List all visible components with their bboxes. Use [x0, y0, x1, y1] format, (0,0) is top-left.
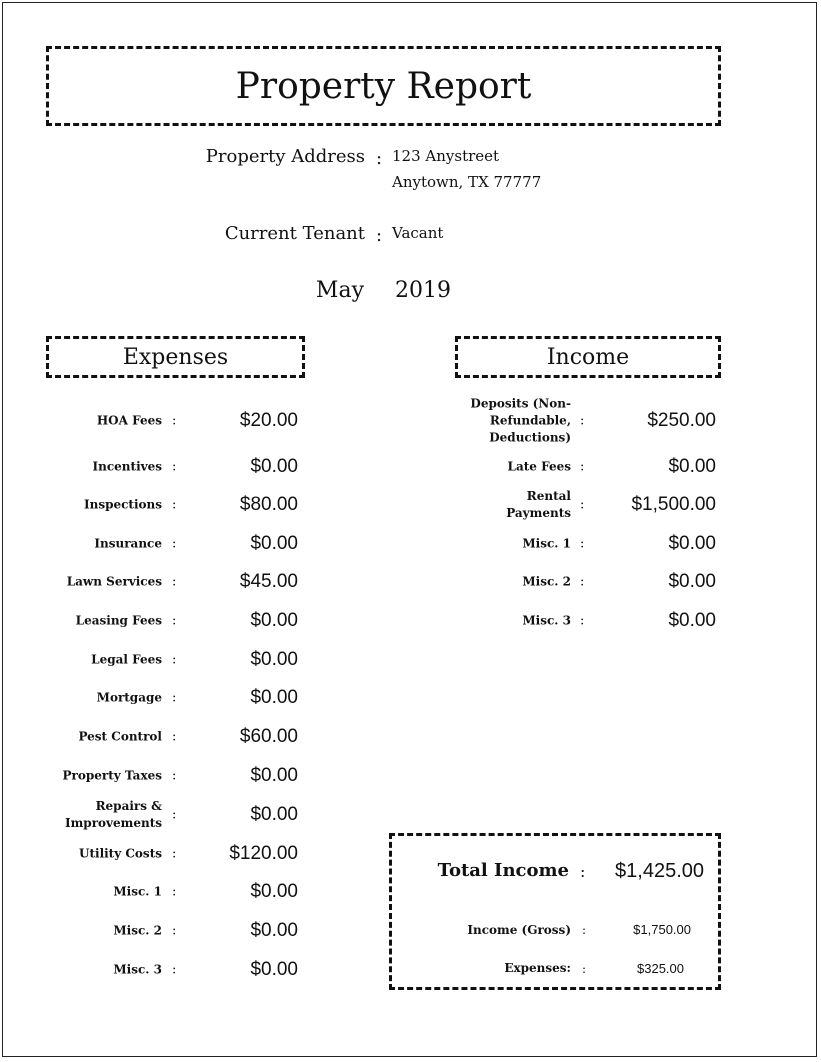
expenses-row-sep: : [172, 497, 177, 513]
expenses-row-sep: : [172, 884, 177, 900]
income-row-value: $1,500.00 [631, 494, 716, 515]
expenses-row-label: Incentives [92, 459, 162, 474]
income-row-sep: : [580, 574, 585, 590]
expenses-row-value: $0.00 [250, 456, 298, 477]
expenses-row-value: $0.00 [250, 959, 298, 980]
gross-income-sep: : [582, 923, 587, 937]
income-row-sep: : [580, 497, 585, 513]
expenses-row-value: $80.00 [239, 494, 298, 515]
report-year: 2019 [395, 278, 451, 303]
report-title [46, 46, 721, 126]
expenses-row-sep: : [172, 413, 177, 429]
expenses-row-label: Misc. 2 [113, 923, 162, 938]
expenses-row-label: Utility Costs [79, 846, 162, 861]
expenses-row-label: HOA Fees [96, 413, 162, 428]
expenses-row-sep: : [172, 613, 177, 629]
expenses-row-sep: : [172, 923, 177, 939]
income-row-sep: : [580, 536, 585, 552]
address-label: Property Address [205, 146, 365, 167]
gross-income-label: Income (Gross) [467, 923, 571, 937]
gross-income-value: $1,750.00 [633, 922, 691, 937]
income-row-label: Deposits (Non-Refundable, Deductions) [470, 396, 571, 445]
address-sep: : [376, 148, 383, 169]
tenant-sep: : [376, 225, 383, 246]
income-row-sep: : [580, 613, 585, 629]
expenses-row-value: $0.00 [250, 649, 298, 670]
expenses-row-sep: : [172, 652, 177, 668]
income-heading-text: Income [546, 344, 630, 370]
expenses-row-sep: : [172, 729, 177, 745]
expenses-row-label: Pest Control [78, 729, 162, 744]
expenses-row-sep: : [172, 459, 177, 475]
expenses-row-value: $0.00 [250, 687, 298, 708]
expenses-row-label: Inspections [83, 497, 162, 512]
expenses-row-label: Lawn Services [66, 574, 162, 589]
total-expenses-label: Expenses: [504, 961, 571, 975]
income-row-label: Misc. 2 [522, 574, 571, 589]
income-row-sep: : [580, 413, 585, 429]
total-income-label: Total Income [437, 860, 569, 881]
report-month: May [315, 278, 364, 303]
tenant-value: Vacant [392, 224, 444, 242]
income-row-value: $0.00 [668, 456, 716, 477]
total-expenses-value: $325.00 [637, 961, 684, 976]
total-income-value: $1,425.00 [615, 860, 704, 882]
expenses-row-value: $45.00 [239, 571, 298, 592]
report-title-text: Property Report [235, 65, 532, 107]
income-heading [455, 336, 721, 378]
expenses-heading-text: Expenses [122, 344, 229, 370]
expenses-heading [46, 336, 305, 378]
expenses-row-sep: : [172, 536, 177, 552]
expenses-row-value: $20.00 [239, 410, 298, 431]
expenses-row-sep: : [172, 807, 177, 823]
expenses-row-value: $0.00 [250, 533, 298, 554]
income-row-label: Misc. 1 [522, 536, 571, 551]
expenses-row-label: Property Taxes [62, 768, 162, 783]
expenses-row-label: Leasing Fees [75, 613, 162, 628]
income-row-value: $250.00 [647, 410, 716, 431]
income-row-label: Late Fees [507, 459, 571, 474]
expenses-row-value: $120.00 [229, 843, 298, 864]
expenses-row-value: $0.00 [250, 881, 298, 902]
total-expenses-sep: : [582, 962, 587, 976]
expenses-row-value: $60.00 [239, 726, 298, 747]
expenses-row-sep: : [172, 768, 177, 784]
income-row-value: $0.00 [668, 610, 716, 631]
expenses-row-sep: : [172, 846, 177, 862]
expenses-row-value: $0.00 [250, 920, 298, 941]
address-line1: 123 Anystreet [392, 147, 500, 165]
expenses-row-sep: : [172, 962, 177, 978]
expenses-row-label: Mortgage [96, 690, 162, 705]
expenses-row-label: Insurance [94, 536, 162, 551]
income-row-value: $0.00 [668, 571, 716, 592]
tenant-label: Current Tenant [224, 223, 365, 244]
expenses-row-label: Repairs & Improvements [65, 799, 162, 830]
income-row-value: $0.00 [668, 533, 716, 554]
expenses-row-value: $0.00 [250, 804, 298, 825]
income-row-label: Rental Payments [506, 489, 571, 520]
expenses-row-label: Misc. 3 [113, 962, 162, 977]
expenses-row-label: Misc. 1 [113, 884, 162, 899]
expenses-row-label: Legal Fees [91, 652, 162, 667]
total-income-sep: : [580, 862, 586, 881]
expenses-row-sep: : [172, 574, 177, 590]
address-line2: Anytown, TX 77777 [392, 173, 542, 191]
income-row-label: Misc. 3 [522, 613, 571, 628]
expenses-row-value: $0.00 [250, 610, 298, 631]
expenses-row-value: $0.00 [250, 765, 298, 786]
income-row-sep: : [580, 459, 585, 475]
expenses-row-sep: : [172, 690, 177, 706]
